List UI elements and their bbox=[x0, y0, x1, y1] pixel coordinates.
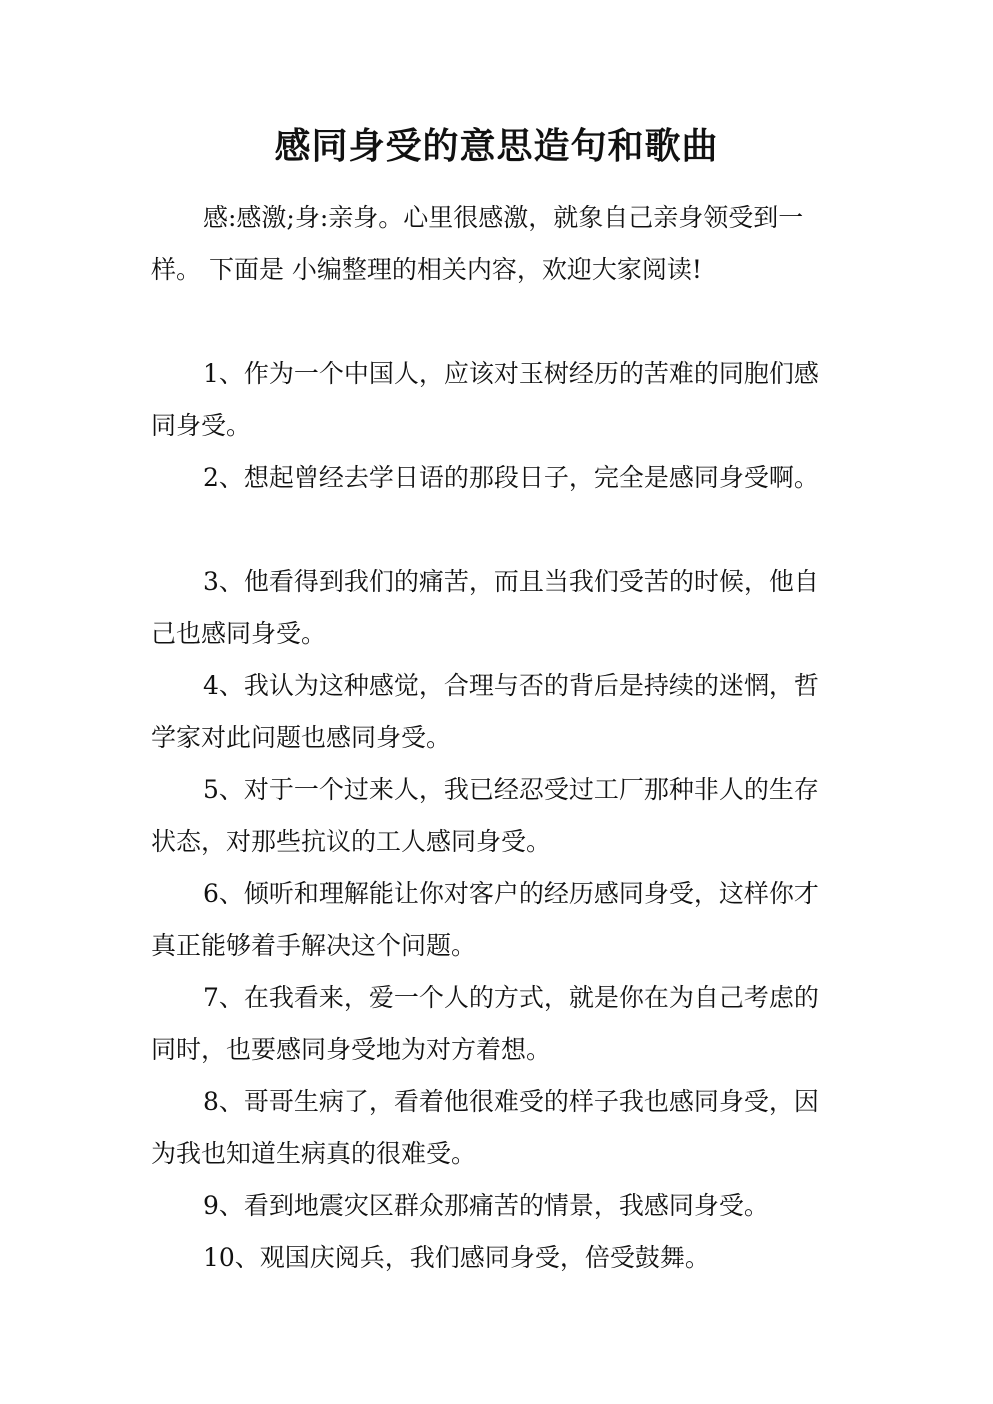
example-sentence-8: 8、哥哥生病了，看着他很难受的样子我也感同身受，因为我也知道生病真的很难受。 bbox=[151, 1087, 819, 1168]
example-sentence-10: 10、观国庆阅兵，我们感同身受，倍受鼓舞。 bbox=[203, 1243, 710, 1272]
example-sentence-5: 5、对于一个过来人，我已经忍受过工厂那种非人的生存状态，对那些抗议的工人感同身受。 bbox=[151, 775, 819, 856]
example-sentence-3: 3、他看得到我们的痛苦，而且当我们受苦的时候，他自己也感同身受。 bbox=[151, 567, 819, 648]
example-sentence-9: 9、看到地震灾区群众那痛苦的情景，我感同身受。 bbox=[203, 1191, 769, 1220]
example-sentence-7: 7、在我看来，爱一个人的方式，就是你在为自己考虑的同时，也要感同身受地为对方着想。 bbox=[151, 983, 819, 1064]
example-sentence-1: 1、作为一个中国人，应该对玉树经历的苦难的同胞们感同身受。 bbox=[151, 359, 819, 440]
intro-paragraph: 感:感激;身:亲身。心里很感激，就象自己亲身领受到一样。 下面是 小编整理的相关内容，欢迎大家阅读! bbox=[151, 203, 804, 284]
example-sentence-6: 6、倾听和理解能让你对客户的经历感同身受，这样你才真正能够着手解决这个问题。 bbox=[151, 879, 819, 960]
document-title: 感同身受的意思造句和歌曲 bbox=[274, 125, 719, 167]
example-sentence-4: 4、我认为这种感觉，合理与否的背后是持续的迷惘，哲学家对此问题也感同身受。 bbox=[151, 671, 819, 752]
example-sentence-2: 2、想起曾经去学日语的那段日子，完全是感同身受啊。 bbox=[203, 463, 819, 492]
